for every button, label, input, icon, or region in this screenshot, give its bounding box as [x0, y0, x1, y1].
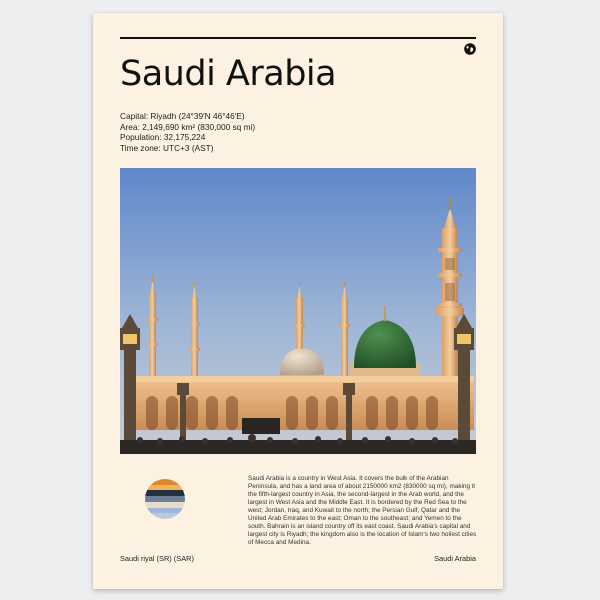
country-description: Saudi Arabia is a country in West Asia. It covers the bulk of the Arabian Peninsula, and has a land area of about 2150000 km2 (830000 sq mi), making it the fifth-largest country in Asia, the second-largest in the Arab world, and the largest in West Asia and the Middle East. It is bordered by the Red Sea to the west; Jordan, Iraq, and Kuwait to the north; the Persian Gulf, Qatar and the United Arab Emirates to the east; Oman to the southeast; and Yemen to the south. Bahrain is an island country off its east coast. Saudi Arabia's capital and largest city is Riyadh; the kingdom also is the location of Islam's two holiest cities of Mecca and Medina.	[248, 475, 477, 546]
timezone-fact: Time zone: UTC+3 (AST)	[120, 142, 214, 153]
capital-fact: Capital: Riyadh (24°39′N 46°46′E)	[120, 111, 245, 121]
mosque-illustration	[120, 168, 476, 454]
globe-icon	[464, 43, 476, 55]
top-rule	[120, 37, 476, 39]
facts-block	[120, 111, 255, 153]
country-footer-label: Saudi Arabia	[434, 554, 476, 563]
mosque-photo	[120, 168, 476, 454]
population-fact: Population: 32,175,224	[120, 132, 206, 143]
currency-label: Saudi riyal (SR) (SAR)	[120, 554, 194, 563]
poster	[93, 13, 503, 589]
palette-band	[145, 513, 185, 519]
color-palette-badge	[145, 479, 185, 519]
poster-title: Saudi Arabia	[120, 54, 337, 94]
area-fact: Area: 2,149,690 km² (830,000 sq mi)	[120, 121, 256, 132]
